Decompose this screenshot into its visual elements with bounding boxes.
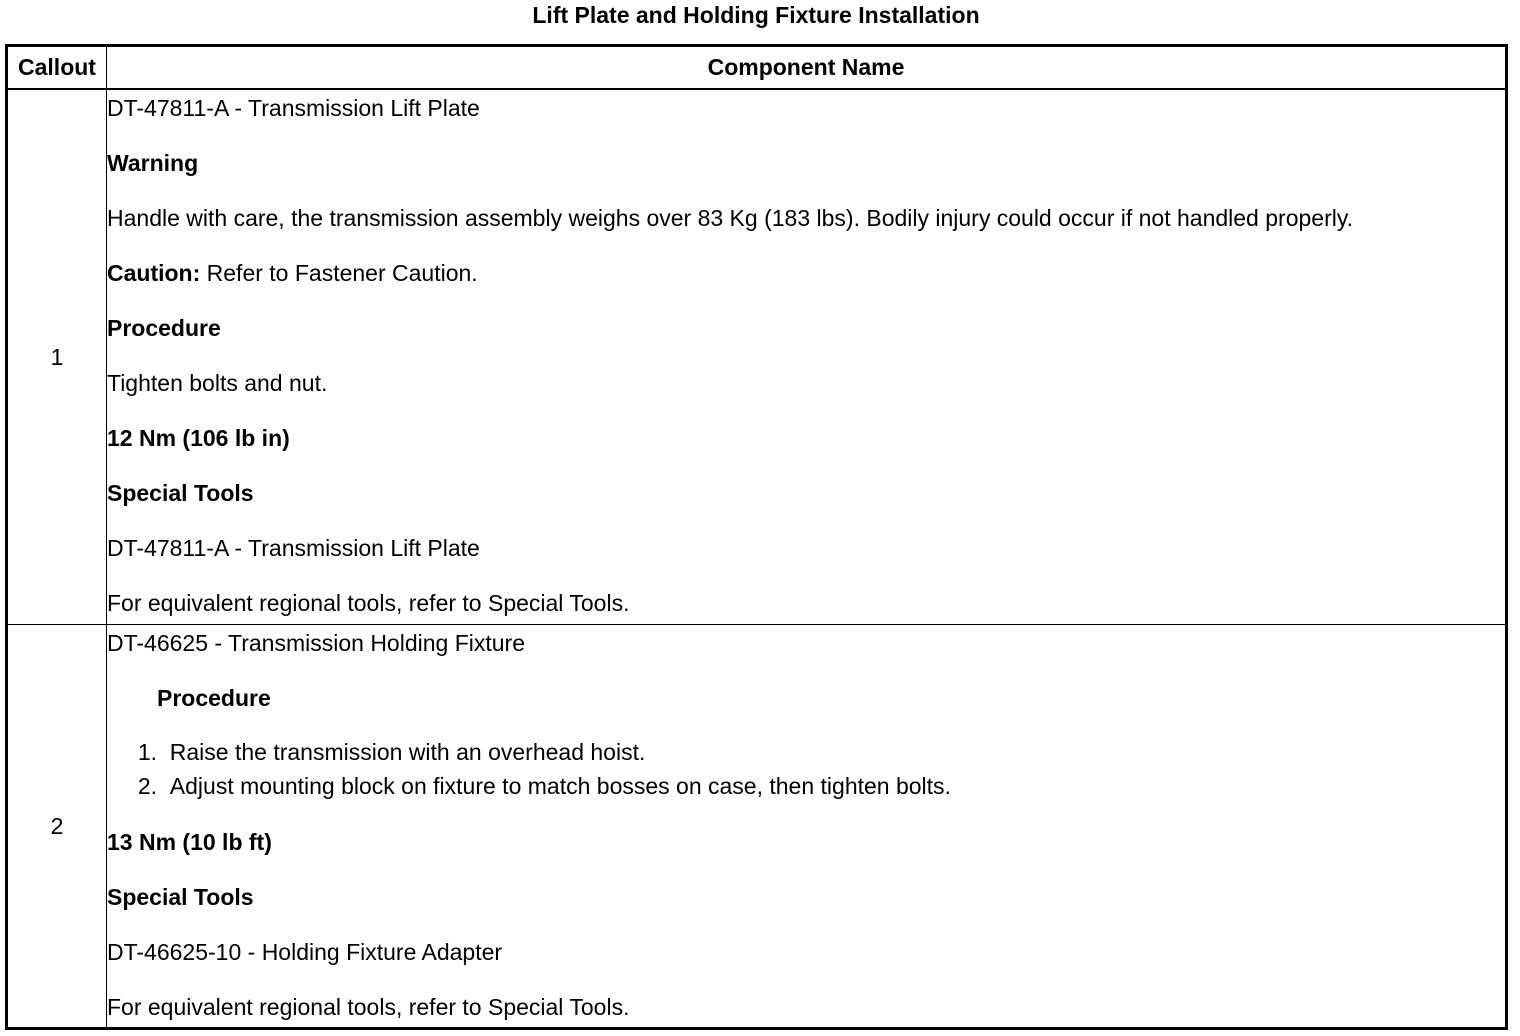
warning-heading: Warning — [107, 150, 199, 176]
caution-label: Caution: — [107, 260, 201, 286]
warning-text: Handle with care, the transmission assembly weighs over 83 Kg (183 lbs). Bodily injury could occur if not handled properly. — [107, 205, 1354, 231]
procedure-step — [107, 735, 1505, 769]
step-number: 2. — [137, 773, 157, 799]
callout-number: 1 — [7, 89, 107, 625]
special-tools-heading: Special Tools — [107, 480, 254, 506]
caution-text: Refer to Fastener Caution. — [200, 260, 478, 286]
component-details — [107, 89, 1507, 625]
regional-tools-note: For equivalent regional tools, refer to Special Tools. — [107, 590, 630, 616]
callout-column-header: Callout — [7, 46, 107, 90]
table-row — [7, 625, 1507, 1029]
table-row — [7, 89, 1507, 625]
special-tool-name: DT-47811-A - Transmission Lift Plate — [107, 535, 480, 561]
page-title: Lift Plate and Holding Fixture Installation — [532, 2, 980, 28]
procedure-heading: Procedure — [157, 685, 271, 711]
special-tool-name: DT-46625-10 - Holding Fixture Adapter — [107, 939, 503, 965]
procedure-step — [107, 769, 1505, 824]
special-tools-heading: Special Tools — [107, 884, 254, 910]
component-table — [5, 44, 1508, 1030]
table-header-row — [7, 46, 1507, 90]
tool-name: DT-47811-A - Transmission Lift Plate — [107, 95, 480, 121]
torque-spec: 13 Nm (10 lb ft) — [107, 829, 272, 855]
torque-spec: 12 Nm (106 lb in) — [107, 425, 290, 451]
component-name-column-header: Component Name — [107, 46, 1507, 90]
tool-name: DT-46625 - Transmission Holding Fixture — [107, 630, 525, 656]
procedure-text: Tighten bolts and nut. — [107, 370, 328, 396]
step-number: 1. — [137, 739, 157, 765]
caution-line — [107, 255, 1505, 310]
step-text-value: Adjust mounting block on fixture to match bosses on case, then tighten bolts. — [169, 773, 951, 799]
procedure-heading: Procedure — [107, 315, 221, 341]
component-details — [107, 625, 1507, 1029]
step-text — [157, 769, 951, 824]
step-text — [157, 735, 645, 769]
step-text-value: Raise the transmission with an overhead hoist. — [169, 739, 646, 765]
callout-number: 2 — [7, 625, 107, 1029]
regional-tools-note: For equivalent regional tools, refer to Special Tools. — [107, 994, 630, 1020]
